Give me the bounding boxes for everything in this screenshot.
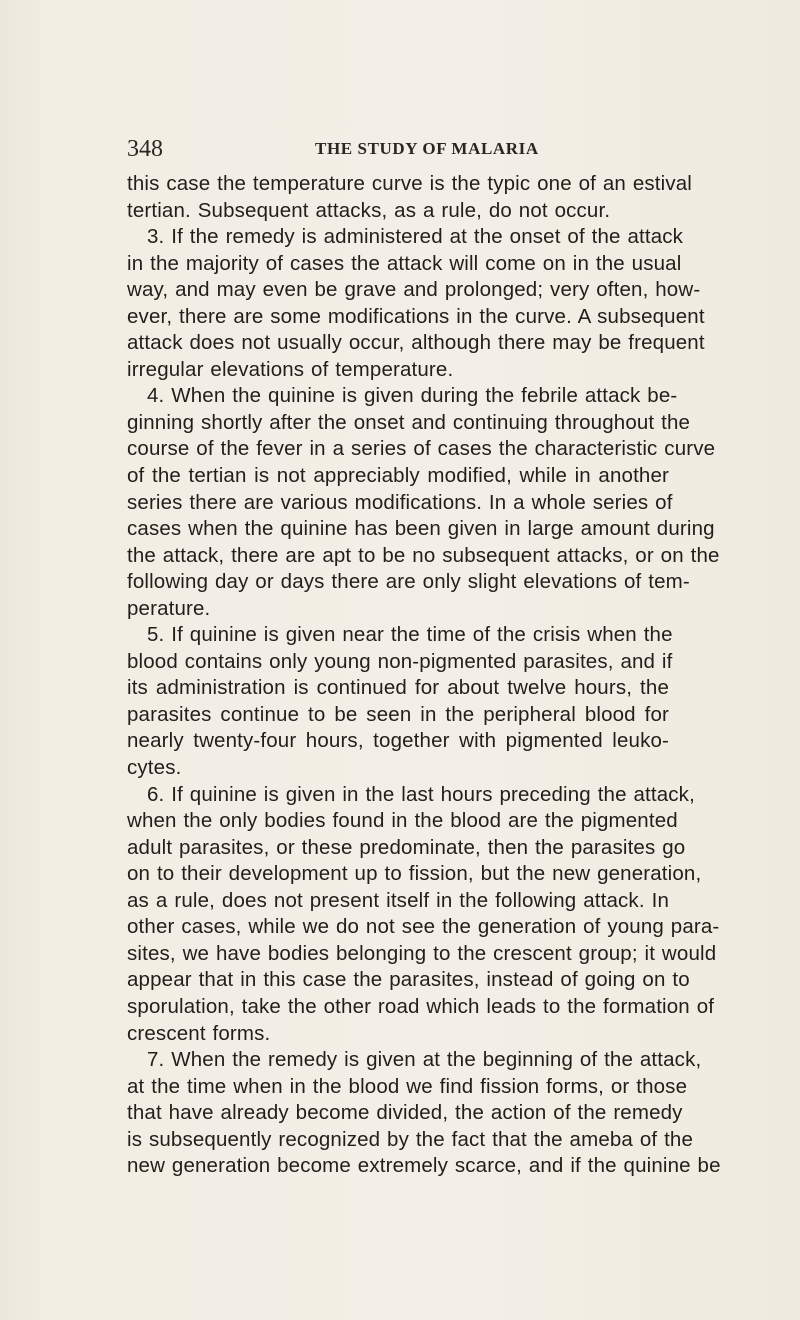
text-line: new generation become extremely scarce, and if the quinine be [127, 1154, 721, 1178]
text-line: parasites continue to be seen in the peripheral blood for [127, 702, 669, 726]
text-line: ginning shortly after the onset and continuing throughout the [127, 410, 691, 434]
text-line: 3. If the remedy is administered at the onset of the attack [147, 225, 684, 249]
text-line: the attack, there are apt to be no subsequent attacks, or on the [127, 543, 720, 567]
text-line: its administration is continued for about twelve hours, the [127, 676, 669, 700]
text-line: way, and may even be grave and prolonged; very often, how- [127, 278, 701, 302]
text-line: sporulation, take the other road which leads to the formation of [127, 994, 715, 1018]
text-line: on to their development up to fission, but the new generation, [127, 862, 702, 886]
text-line: series there are various modifications. In a whole series of [127, 490, 673, 514]
text-line: tertian. Subsequent attacks, as a rule, do not occur. [127, 198, 611, 222]
text-line: that have already become divided, the action of the remedy [127, 1101, 683, 1125]
text-line: this case the temperature curve is the typic one of an estival [127, 172, 692, 195]
body-text [127, 171, 721, 1180]
text-line: ever, there are some modifications in the curve. A subsequent [127, 304, 705, 328]
text-line: adult parasites, or these predominate, then the parasites go [127, 835, 686, 859]
text-line: 6. If quinine is given in the last hours preceding the attack, [147, 782, 695, 806]
text-line: sites, we have bodies belonging to the crescent group; it would [127, 941, 717, 965]
text-line: appear that in this case the parasites, instead of going on to [127, 968, 690, 992]
text-line: cases when the quinine has been given in large amount during [127, 517, 715, 541]
text-line: cytes. [127, 756, 182, 780]
text-line: 7. When the remedy is given at the beginning of the attack, [147, 1048, 702, 1072]
text-line: other cases, while we do not see the generation of young para- [127, 915, 720, 939]
text-line: at the time when in the blood we find fission forms, or those [127, 1074, 688, 1098]
page-header [127, 134, 647, 164]
text-line: in the majority of cases the attack will come on in the usual [127, 251, 682, 275]
text-line: as a rule, does not present itself in the following attack. In [127, 888, 669, 912]
text-line: 4. When the quinine is given during the febrile attack be- [147, 384, 678, 408]
text-line: of the tertian is not appreciably modified, while in another [127, 464, 669, 488]
text-line: 5. If quinine is given near the time of the crisis when the [147, 623, 673, 647]
text-line: is subsequently recognized by the fact that the ameba of the [127, 1127, 694, 1151]
text-line: perature. [127, 596, 211, 620]
page-number: 348 [127, 136, 163, 162]
text-line: crescent forms. [127, 1021, 271, 1045]
running-head: THE STUDY OF MALARIA [315, 139, 539, 158]
text-line: blood contains only young non-pigmented parasites, and if [127, 649, 673, 673]
text-line: when the only bodies found in the blood are the pigmented [127, 809, 678, 833]
text-line: course of the fever in a series of cases the characteristic curve [127, 437, 716, 461]
text-line: attack does not usually occur, although there may be frequent [127, 331, 705, 355]
text-line: irregular elevations of temperature. [127, 357, 454, 381]
text-line: following day or days there are only slight elevations of tem- [127, 570, 690, 594]
text-line: nearly twenty-four hours, together with pigmented leuko- [127, 729, 669, 753]
